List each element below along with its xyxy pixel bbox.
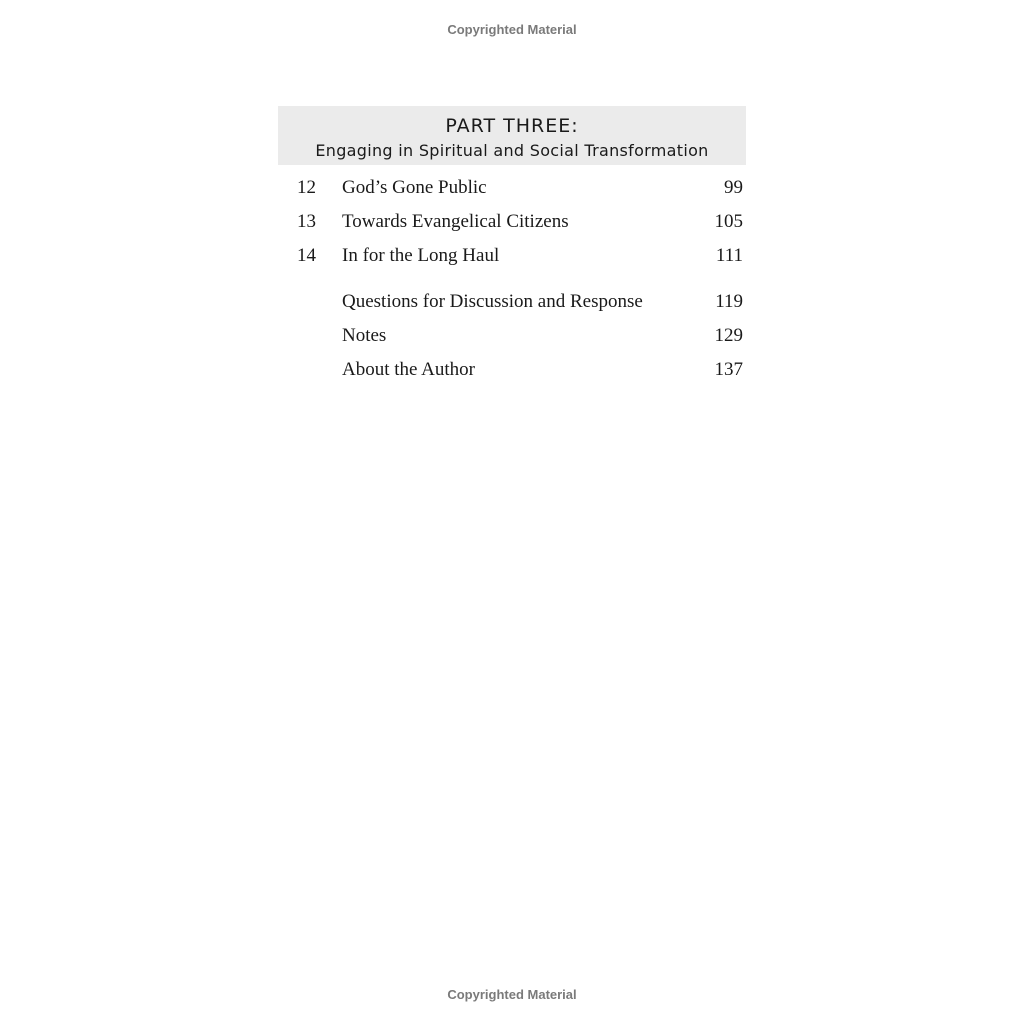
toc-entry-chapter-14[interactable]: [278, 243, 746, 269]
toc-entry-notes[interactable]: [278, 323, 746, 349]
page-number: 99: [724, 177, 743, 198]
page-number: 129: [714, 325, 743, 346]
table-of-contents: [278, 0, 746, 1024]
page-number: 111: [715, 245, 743, 266]
chapter-number: 14: [297, 245, 316, 266]
copyright-watermark-top: Copyrighted Material: [447, 22, 577, 37]
backmatter-title: About the Author: [342, 359, 475, 380]
chapter-number: 13: [297, 211, 316, 232]
chapter-number: 12: [297, 177, 316, 198]
toc-entry-questions[interactable]: [278, 289, 746, 315]
backmatter-title: Notes: [342, 325, 387, 346]
toc-entry-about-author[interactable]: [278, 357, 746, 383]
toc-entry-chapter-13[interactable]: [278, 209, 746, 235]
page-number: 119: [715, 291, 743, 312]
page-number: 105: [714, 211, 743, 232]
part-subtitle: Engaging in Spiritual and Social Transformation: [315, 141, 709, 160]
chapter-title: God’s Gone Public: [342, 177, 487, 198]
chapter-title: In for the Long Haul: [342, 245, 500, 266]
toc-entry-chapter-12[interactable]: [278, 175, 746, 201]
page-number: 137: [714, 359, 743, 380]
copyright-watermark-bottom: Copyrighted Material: [447, 987, 577, 1002]
backmatter-title: Questions for Discussion and Response: [342, 291, 643, 312]
part-title: PART THREE:: [445, 115, 579, 137]
chapter-title: Towards Evangelical Citizens: [342, 211, 569, 232]
